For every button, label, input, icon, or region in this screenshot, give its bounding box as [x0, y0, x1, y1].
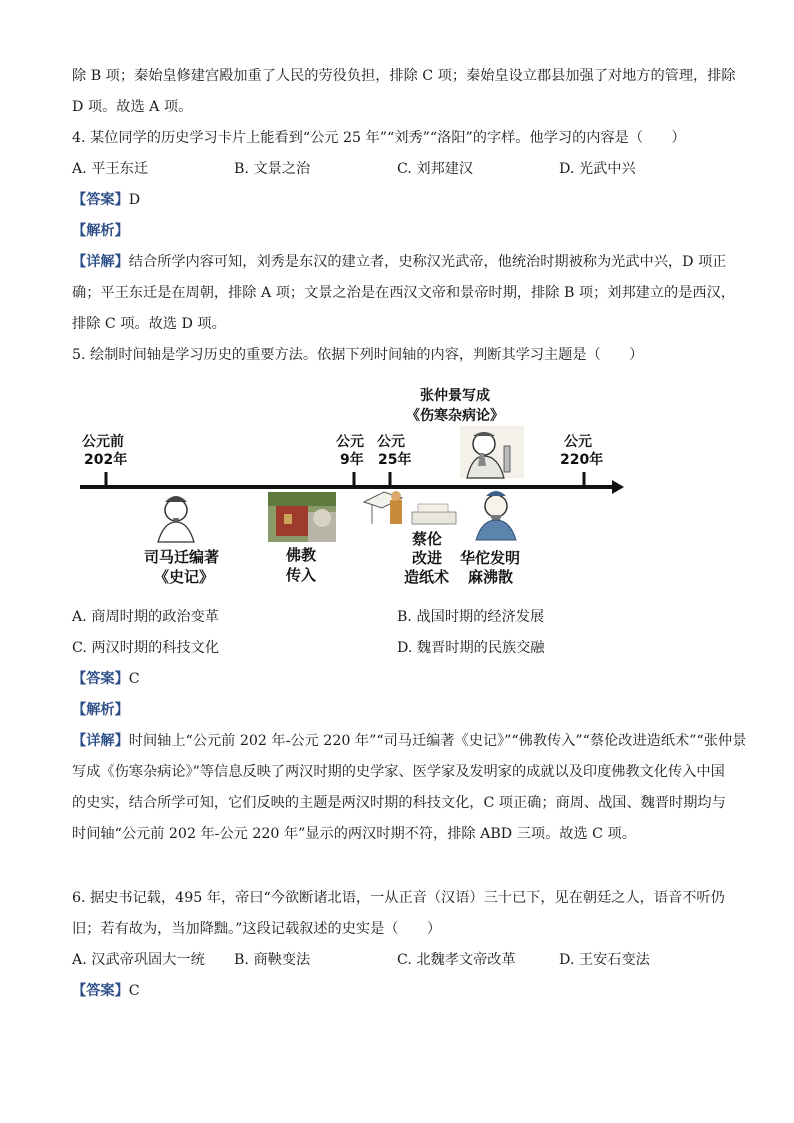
- q5-option-b: B. 战国时期的经济发展: [397, 609, 545, 625]
- sima-label-line1: 司马迁编著: [144, 548, 220, 566]
- q4-option-c: C. 刘邦建汉: [397, 161, 474, 177]
- sima-label-line2: 《史记》: [154, 568, 215, 586]
- label-220ad-line1: 公元: [564, 434, 592, 450]
- answer-tag: 【答案】: [72, 192, 129, 208]
- q5-detail-line-4: 时间轴“公元前 202 年-公元 220 年”显示的两汉时期不符，排除 ABD 三项。故选 C 项。: [72, 826, 636, 842]
- label-25ad-line2: 25年: [378, 452, 412, 468]
- answer-tag: 【答案】: [72, 671, 129, 687]
- label-9ad-line2: 9年: [340, 452, 364, 468]
- answer-tag: 【答案】: [72, 983, 129, 999]
- label-202bc-line1: 公元前: [82, 434, 124, 450]
- zhang-zhongjing-portrait: [460, 426, 524, 478]
- q6-option-b: B. 商鞅变法: [234, 952, 311, 968]
- q4-answer-value: D: [128, 192, 141, 208]
- q6-answer: [72, 976, 724, 1007]
- zhang-label-line2: 《伤寒杂病论》: [406, 408, 504, 424]
- fojiao-label-line2: 传入: [286, 566, 317, 584]
- q6-answer-value: C: [128, 983, 140, 999]
- q4-options: [72, 154, 722, 185]
- q4-option-a: A. 平王东迁: [72, 161, 149, 177]
- q5-options-row-1: [72, 602, 722, 633]
- fojiao-label-line1: 佛教: [286, 546, 317, 564]
- q5-analysis-heading: [72, 695, 724, 726]
- q4-option-d: D. 光武中兴: [559, 161, 636, 177]
- q6-option-d: D. 王安石变法: [559, 952, 650, 968]
- analysis-tag: 【解析】: [72, 702, 129, 718]
- q4-stem: 4. 某位同学的历史学习卡片上能看到“公元 25 年”“刘秀”“洛阳”的字样。他学习的内容是（ ）: [72, 130, 686, 146]
- q5-detail-text-1: 时间轴上“公元前 202 年-公元 220 年”“司马迁编著《史记》”“佛教传入”“蔡伦改进造纸术”“张仲景: [128, 733, 747, 749]
- q4-detail-text-1: 结合所学内容可知，刘秀是东汉的建立者，史称汉光武帝，他统治时期被称为光武中兴，D 项正: [128, 254, 727, 270]
- temple-photo: [268, 492, 336, 542]
- q4-detail-line-2: 确；平王东迁是在周朝，排除 A 项；文景之治是在西汉文帝和景帝时期，排除 B 项；刘邦建立的是西汉，: [72, 285, 735, 301]
- q5-options-row-2: [72, 633, 722, 664]
- q4-detail-line-1: [72, 247, 727, 278]
- q6-stem-line-1: 6. 据史书记载，495 年，帝曰“今欲断诸北语，一从正音（汉语）三十已下，见在朝廷之人，语音不听仍: [72, 890, 725, 906]
- q3-analysis-line-1: 除 B 项；秦始皇修建宫殿加重了人民的劳役负担，排除 C 项；秦始皇设立郡县加强了对地方的管理，排除: [72, 68, 736, 84]
- huatuo-label-line1: 华佗发明: [460, 549, 521, 567]
- cailun-label-line3: 造纸术: [404, 568, 450, 586]
- q4-detail-line-3: 排除 C 项。故选 D 项。: [72, 316, 226, 332]
- q6-option-a: A. 汉武帝巩固大一统: [72, 952, 205, 968]
- q5-option-d: D. 魏晋时期的民族交融: [397, 640, 545, 656]
- q5-option-c: C. 两汉时期的科技文化: [72, 640, 220, 656]
- label-202bc-line2: 202年: [84, 452, 128, 468]
- detail-tag: 【详解】: [72, 254, 129, 270]
- q6-options: [72, 945, 722, 976]
- label-220ad-line2: 220年: [560, 452, 604, 468]
- q5-detail-line-1: [72, 726, 747, 757]
- q5-detail-line-3: 的史实，结合所学可知，它们反映的主题是两汉时期的科技文化，C 项正确；商周、战国、魏晋时期均与: [72, 795, 726, 811]
- q5-detail-line-2: 写成《伤寒杂病论》”等信息反映了两汉时期的史学家、医学家及发明家的成就以及印度佛教文化传入中国: [72, 764, 725, 780]
- q4-answer: [72, 185, 724, 216]
- q6-option-c: C. 北魏孝文帝改革: [397, 952, 516, 968]
- label-25ad-line1: 公元: [377, 434, 405, 450]
- q4-option-b: B. 文景之治: [234, 161, 311, 177]
- q4-analysis-heading: [72, 216, 724, 247]
- huatuo-label-line2: 麻沸散: [468, 568, 514, 586]
- detail-tag: 【详解】: [72, 733, 129, 749]
- q5-timeline-figure: [72, 384, 632, 594]
- cailun-label-line1: 蔡伦: [412, 530, 443, 548]
- cai-lun-papermaking-picture: [364, 491, 456, 524]
- q5-stem: 5. 绘制时间轴是学习历史的重要方法。依据下列时间轴的内容，判断其学习主题是（ ）: [72, 347, 644, 363]
- hua-tuo-portrait: [476, 491, 516, 540]
- sima-qian-portrait: [158, 496, 194, 542]
- q5-option-a: A. 商周时期的政治变革: [72, 609, 219, 625]
- timeline-arrow-icon: [612, 480, 624, 494]
- q6-stem-line-2: 旧；若有故为，当加降黜。”这段记载叙述的史实是（ ）: [72, 921, 442, 937]
- zhang-label-line1: 张仲景写成: [420, 388, 490, 404]
- q5-answer-value: C: [128, 671, 140, 687]
- label-9ad-line1: 公元: [336, 434, 364, 450]
- analysis-tag: 【解析】: [72, 223, 129, 239]
- q5-answer: [72, 664, 724, 695]
- cailun-label-line2: 改进: [412, 549, 443, 567]
- q3-analysis-line-2: D 项。故选 A 项。: [72, 99, 193, 115]
